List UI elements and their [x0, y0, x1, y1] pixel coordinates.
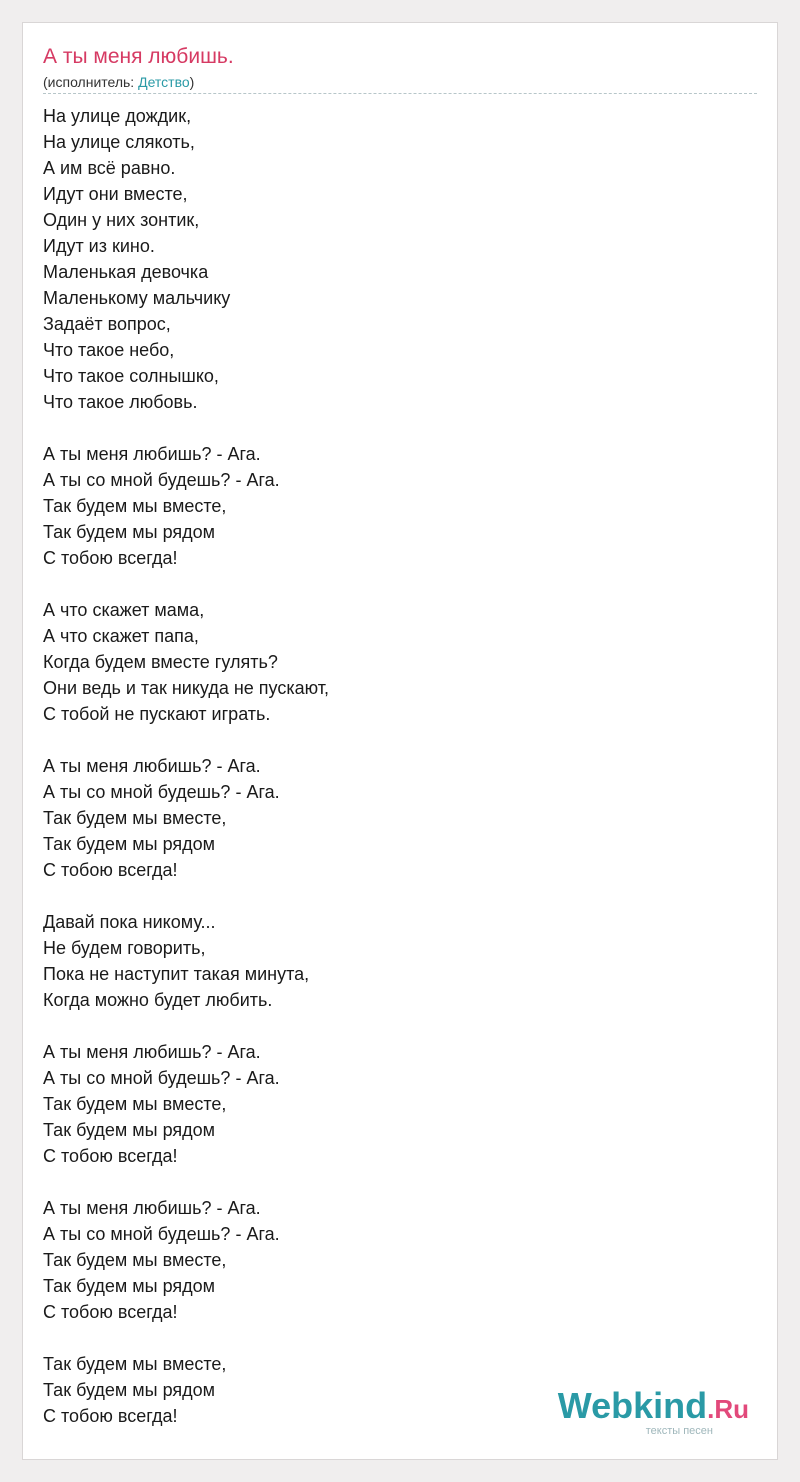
lyric-line: С тобою всегда!: [43, 1146, 178, 1166]
performer-close: ): [189, 74, 195, 90]
lyric-line: А ты меня любишь? - Ага.: [43, 1198, 261, 1218]
logo-tagline: тексты песен: [645, 1425, 713, 1437]
lyric-line: А ты со мной будешь? - Ага.: [43, 782, 280, 802]
lyric-line: С тобою всегда!: [43, 1302, 178, 1322]
lyric-line: Так будем мы вместе,: [43, 808, 227, 828]
lyric-line: А ты со мной будешь? - Ага.: [43, 1068, 280, 1088]
lyric-line: А им всё равно.: [43, 158, 176, 178]
stanza-gap: [43, 1013, 329, 1039]
lyric-line: Задаёт вопрос,: [43, 314, 171, 334]
lyric-line: Так будем мы вместе,: [43, 1250, 227, 1270]
lyric-line: Что такое любовь.: [43, 392, 198, 412]
lyric-line: Они ведь и так никуда не пускают,: [43, 678, 329, 698]
lyric-line: На улице дождик,: [43, 106, 192, 126]
stanza-gap: [43, 1169, 329, 1195]
lyric-line: А что скажет мама,: [43, 600, 205, 620]
stanza-gap: [43, 571, 329, 597]
song-title: А ты меня любишь.: [43, 45, 234, 68]
lyric-line: А ты меня любишь? - Ага.: [43, 1042, 261, 1062]
lyric-line: Так будем мы рядом: [43, 1276, 216, 1296]
lyric-line: Что такое небо,: [43, 340, 175, 360]
lyric-line: Один у них зонтик,: [43, 210, 200, 230]
lyric-line: А ты меня любишь? - Ага.: [43, 756, 261, 776]
lyric-line: Маленькая девочка: [43, 262, 209, 282]
lyric-line: Когда будем вместе гулять?: [43, 652, 278, 672]
lyric-line: А ты со мной будешь? - Ага.: [43, 470, 280, 490]
lyric-line: Что такое солнышко,: [43, 366, 219, 386]
lyric-line: Маленькому мальчику: [43, 288, 231, 308]
lyric-line: Так будем мы вместе,: [43, 496, 227, 516]
lyric-line: На улице слякоть,: [43, 132, 195, 152]
stanza-gap: [43, 727, 329, 753]
lyric-line: Так будем мы рядом: [43, 1120, 216, 1140]
lyric-line: Так будем мы вместе,: [43, 1354, 227, 1374]
lyric-line: Когда можно будет любить.: [43, 990, 273, 1010]
lyric-line: Не будем говорить,: [43, 938, 206, 958]
lyric-line: Так будем мы вместе,: [43, 1094, 227, 1114]
lyric-line: С тобой не пускают играть.: [43, 704, 271, 724]
performer-label: (исполнитель:: [43, 74, 139, 90]
logo-tld: .Ru: [707, 1394, 749, 1424]
lyric-line: Так будем мы рядом: [43, 1380, 216, 1400]
lyrics-card: [22, 22, 778, 1460]
lyric-line: Пока не наступит такая минута,: [43, 964, 310, 984]
lyric-line: Идут из кино.: [43, 236, 155, 256]
title-divider: [43, 93, 757, 94]
lyric-line: Так будем мы рядом: [43, 522, 216, 542]
logo-word: Webkind: [557, 1385, 708, 1426]
stanza-gap: [43, 415, 329, 441]
lyric-line: Идут они вместе,: [43, 184, 188, 204]
site-logo[interactable]: [557, 1385, 749, 1437]
lyric-line: Так будем мы рядом: [43, 834, 216, 854]
performer-line: [43, 74, 194, 90]
lyric-line: А ты со мной будешь? - Ага.: [43, 1224, 280, 1244]
lyric-line: А что скажет папа,: [43, 626, 199, 646]
lyric-line: А ты меня любишь? - Ага.: [43, 444, 261, 464]
stanza-gap: [43, 1325, 329, 1351]
performer-link[interactable]: Детство: [138, 74, 190, 90]
lyric-line: С тобою всегда!: [43, 860, 178, 880]
lyric-line: С тобою всегда!: [43, 1406, 178, 1426]
stanza-gap: [43, 883, 329, 909]
lyrics-text: [43, 103, 329, 1429]
lyric-line: Давай пока никому...: [43, 912, 216, 932]
lyric-line: С тобою всегда!: [43, 548, 178, 568]
